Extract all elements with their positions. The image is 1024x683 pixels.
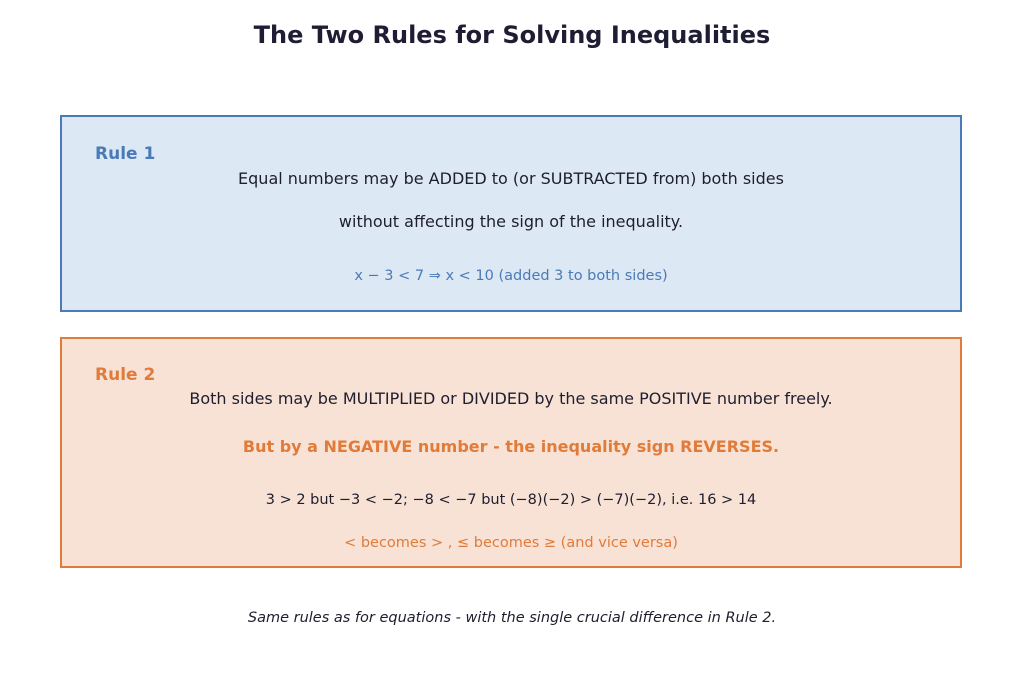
footer-note: Same rules as for equations - with the single crucial difference in Rule 2.: [247, 610, 777, 626]
rule-2-example: 3 > 2 but −3 < −2; −8 < −7 but (−8)(−2) > (−7)(−2), i.e. 16 > 14: [265, 492, 757, 508]
rule-2-heading: Rule 2: [95, 365, 156, 385]
rule-2-text-line-1: Both sides may be MULTIPLIED or DIVIDED by the same POSITIVE number freely.: [189, 389, 833, 408]
rule-1-text-line-2: without affecting the sign of the inequality.: [338, 212, 684, 231]
rule-1-heading: Rule 1: [95, 144, 156, 164]
rule-1-text-line-1: Equal numbers may be ADDED to (or SUBTRACTED from) both sides: [238, 169, 784, 188]
rule-1-example: x − 3 < 7 ⇒ x < 10 (added 3 to both sides): [354, 268, 668, 284]
rule-2-note: < becomes > , ≤ becomes ≥ (and vice versa): [344, 535, 678, 551]
rule-2-warning: But by a NEGATIVE number - the inequality sign REVERSES.: [242, 437, 780, 456]
rule-2-box: [60, 337, 962, 568]
page-title: The Two Rules for Solving Inequalities: [253, 21, 771, 49]
rule-1-box: [60, 115, 962, 312]
